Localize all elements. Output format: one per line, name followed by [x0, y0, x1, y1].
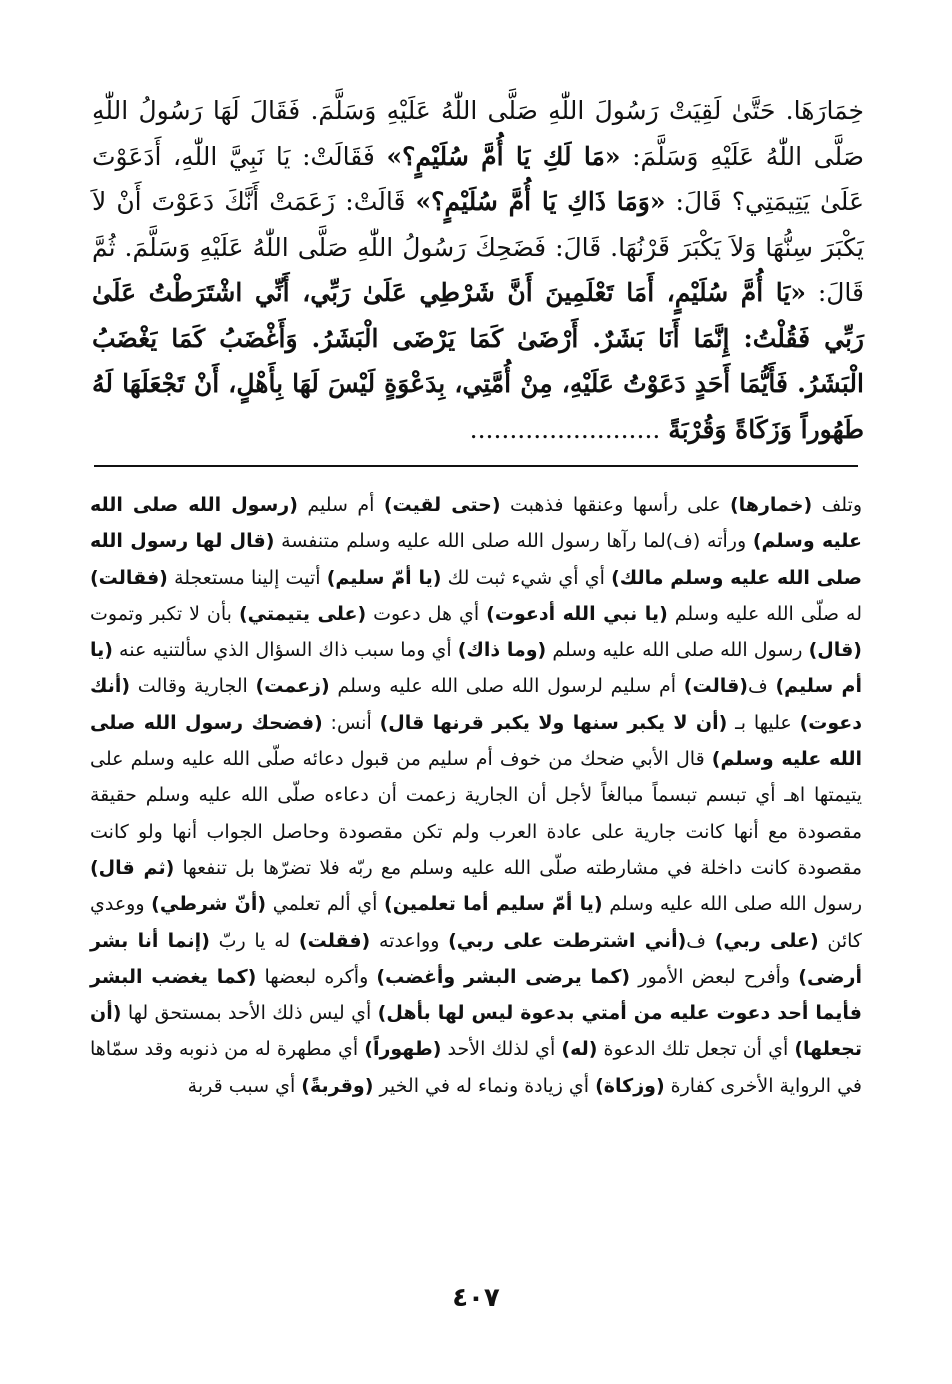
commentary-quote: (ثم قال) [90, 856, 175, 879]
hadith-quote: «وَمَا ذَاكِ يَا أُمَّ سُلَيْمٍ؟» [415, 187, 666, 216]
commentary-quote: (أن لا يكبر سنها ولا يكبر قرنها قال) [379, 711, 728, 734]
commentary-quote: (على ربي) [714, 929, 819, 952]
commentary-text-part: وواعدته [370, 929, 449, 952]
commentary-quote: (قال) [808, 639, 862, 662]
hadith-text-part: قَالَتْ: زَعَمَتْ أَنَّكَ دَعَوْتَ أَنْ لاَ يَكْبَرَ سِنُّهَا وَلاَ يَكْبَرَ قَرْنُهَا. قَالَ: فَضَحِكَ رَسُولُ اللّٰهِ صَلَّى اللّٰهُ عَلَيْهِ وَسَلَّمَ. ثُمَّ قَالَ: [92, 187, 864, 307]
commentary-quote: (يا أم سليم) [90, 639, 862, 698]
commentary-quote: (فضحك رسول الله صلى الله عليه وسلم) [90, 711, 862, 771]
commentary-quote: (حتى لقيت) [383, 494, 501, 516]
hadith-text-part: خِمَارَهَا. حَتَّىٰ لَقِيَتْ رَسُولَ اللّٰهِ صَلَّى اللّٰهُ عَلَيْهِ وَسَلَّمَ. فَقَالَ لَهَا رَسُولُ اللّٰهِ صَلَّى اللّٰهُ عَلَيْهِ وَسَلَّمَ: [92, 96, 864, 171]
commentary-text-part: على رأسها وعنقها فذهبت [500, 494, 730, 516]
commentary-text-part: أي ألم تعلمي [266, 893, 385, 916]
commentary-quote: (يا أمّ سليم أما تعلمين) [384, 893, 603, 916]
commentary-quote: (له) [561, 1038, 598, 1061]
commentary-text-part: أي زيادة ونماء له في الخير [373, 1074, 596, 1097]
commentary-text-part: وتلف [812, 494, 863, 516]
commentary-quote: (أنّ شرطي) [151, 893, 267, 916]
hadith-text [92, 88, 864, 452]
commentary-text-part: قال الأبي ضحك من خوف أم سليم من قبول دعائه صلّى الله عليه وسلم على يتيمتها اهـ أي تبسم تبسماً مبالغاً لأجل أن الجارية زعمت أن دعاءه صلّى الله عليه وسلم حقيقة مقصودة مع أنها كانت جارية على عادة العرب ولم تكن مقصودة وحاصل الجواب أنها ولو كانت مقصودة كانت داخلة في مشارطته صلّى الله عليه وسلم مع ربّه فلا تضرّها بل تنفعها [90, 748, 863, 879]
commentary-quote: (إنما أنا بشر أرضى) [90, 929, 862, 988]
commentary-text-part: أي سبب قربة [187, 1074, 302, 1097]
commentary-quote: (قالت) [683, 675, 748, 698]
commentary-text-part: وأكره لبعضها [256, 965, 377, 988]
commentary-text [90, 487, 862, 1104]
commentary-text-part: ووعدي كائن [90, 893, 862, 952]
commentary-quote: (طهوراً) [364, 1038, 442, 1061]
commentary-text-part: ف [747, 675, 776, 698]
hadith-quote: «مَا لَكِ يَا أُمَّ سُلَيْمٍ؟» [386, 141, 621, 171]
commentary-text-part: رسول الله صلى الله عليه وسلم [546, 639, 809, 662]
commentary-quote: (كما يرضى البشر وأغضب) [376, 965, 631, 988]
commentary-text-part: أنس: [322, 711, 380, 734]
commentary-quote: (أن تجعلها) [90, 1002, 862, 1061]
commentary-text-part: أم سليم لرسول الله صلى الله عليه وسلم [329, 675, 684, 698]
commentary-quote: (كما يغضب البشر فأيما أحد دعوت عليه من أمتي بدعوة ليس لها بأهل) [90, 965, 862, 1025]
hadith-quote: «يَا أُمَّ سُلَيْمٍ، أَمَا تَعْلَمِينَ أَنَّ شَرْطِي عَلَىٰ رَبِّي، أَنِّي اشْتَرَطْتُ عَلَىٰ رَبِّي فَقُلْتُ: إِنَّمَا أَنَا بَشَرٌ. أَرْضَىٰ كَمَا يَرْضَى الْبَشَرُ. وَأَغْضَبُ كَمَا يَغْضَبُ الْبَشَرُ. فَأَيُّمَا أَحَدٍ دَعَوْتُ عَلَيْهِ، مِنْ أُمَّتِي، بِدَعْوَةٍ لَيْسَ لَهَا بِأَهْلٍ، أَنْ تَجْعَلَهَا لَهُ طَهُوراً وَزَكَاةً وَقُرْبَةً [92, 278, 864, 444]
page-number: ٤٠٧ [452, 1283, 500, 1313]
commentary-text-part: أي وما سبب ذاك السؤال الذي سألتنيه عنه [112, 639, 458, 662]
commentary-text-part: أم سليم [297, 494, 384, 516]
commentary-quote: (زعمت) [255, 675, 330, 698]
commentary-text-part: أي أي شيء ثبت لك [441, 566, 612, 589]
commentary-quote: (رسول الله صلى الله عليه وسلم) [90, 494, 862, 553]
commentary-text-part: أي هل دعوت [366, 602, 487, 625]
commentary-quote: (أني اشترطت على ربي) [448, 929, 687, 952]
hadith-ellipsis: ........................ [469, 414, 669, 444]
commentary-quote: (فقالت) [90, 566, 168, 589]
commentary-text-part: له صلّى الله عليه وسلم [667, 602, 863, 625]
commentary-text-part: الجارية وقالت [130, 675, 256, 698]
commentary-text-part: ورأته (ف)لما رآها رسول الله صلى الله عليه وسلم متنفسة [274, 530, 753, 553]
commentary-quote: (أنك دعوت) [90, 675, 862, 734]
commentary-text-part: أتيت إلينا مستعجلة [167, 566, 327, 589]
footnote-divider [94, 465, 858, 467]
commentary-quote: (يا نبي الله أدعوت) [486, 602, 668, 625]
commentary-text-part: له يا ربّ [209, 929, 299, 952]
commentary-quote: (وقربةً) [301, 1074, 374, 1097]
commentary-text-part: أي لذلك الأحد [441, 1038, 562, 1061]
commentary-quote: (قال لها رسول الله صلى الله عليه وسلم مالك) [90, 530, 862, 589]
commentary-text-part: رسول الله صلى الله عليه وسلم [602, 893, 862, 916]
commentary-quote: (يا أمّ سليم) [326, 566, 442, 589]
commentary-quote: (على يتيمتي) [238, 602, 367, 625]
commentary-quote: (فقلت) [298, 929, 371, 952]
commentary-quote: (وزكاة) [595, 1074, 665, 1097]
commentary-text-part: أي مطهرة له من ذنوبه وقد سمّاها في الرواية الأخرى كفارة [90, 1038, 862, 1097]
commentary-text-part: عليها بـ [727, 711, 800, 734]
commentary-quote: (وما ذاك) [457, 639, 547, 662]
commentary-quote: (خمارها) [729, 494, 813, 516]
commentary-text-part: وأفرح لبعض الأمور [630, 965, 799, 988]
commentary-text-part: ف [686, 929, 715, 952]
commentary-text-part: أي أن تجعل تلك الدعوة [597, 1038, 795, 1061]
hadith-text-part: فَقَالَتْ: يَا نَبِيَّ اللّٰهِ، أَدَعَوْتَ عَلَىٰ يَتِيمَتِي؟ قَالَ: [92, 141, 864, 216]
commentary-text-part: بأن لا تكبر وتموت [90, 602, 239, 625]
commentary-text-part: أي ليس ذلك الأحد بمستحق لها [121, 1002, 378, 1025]
